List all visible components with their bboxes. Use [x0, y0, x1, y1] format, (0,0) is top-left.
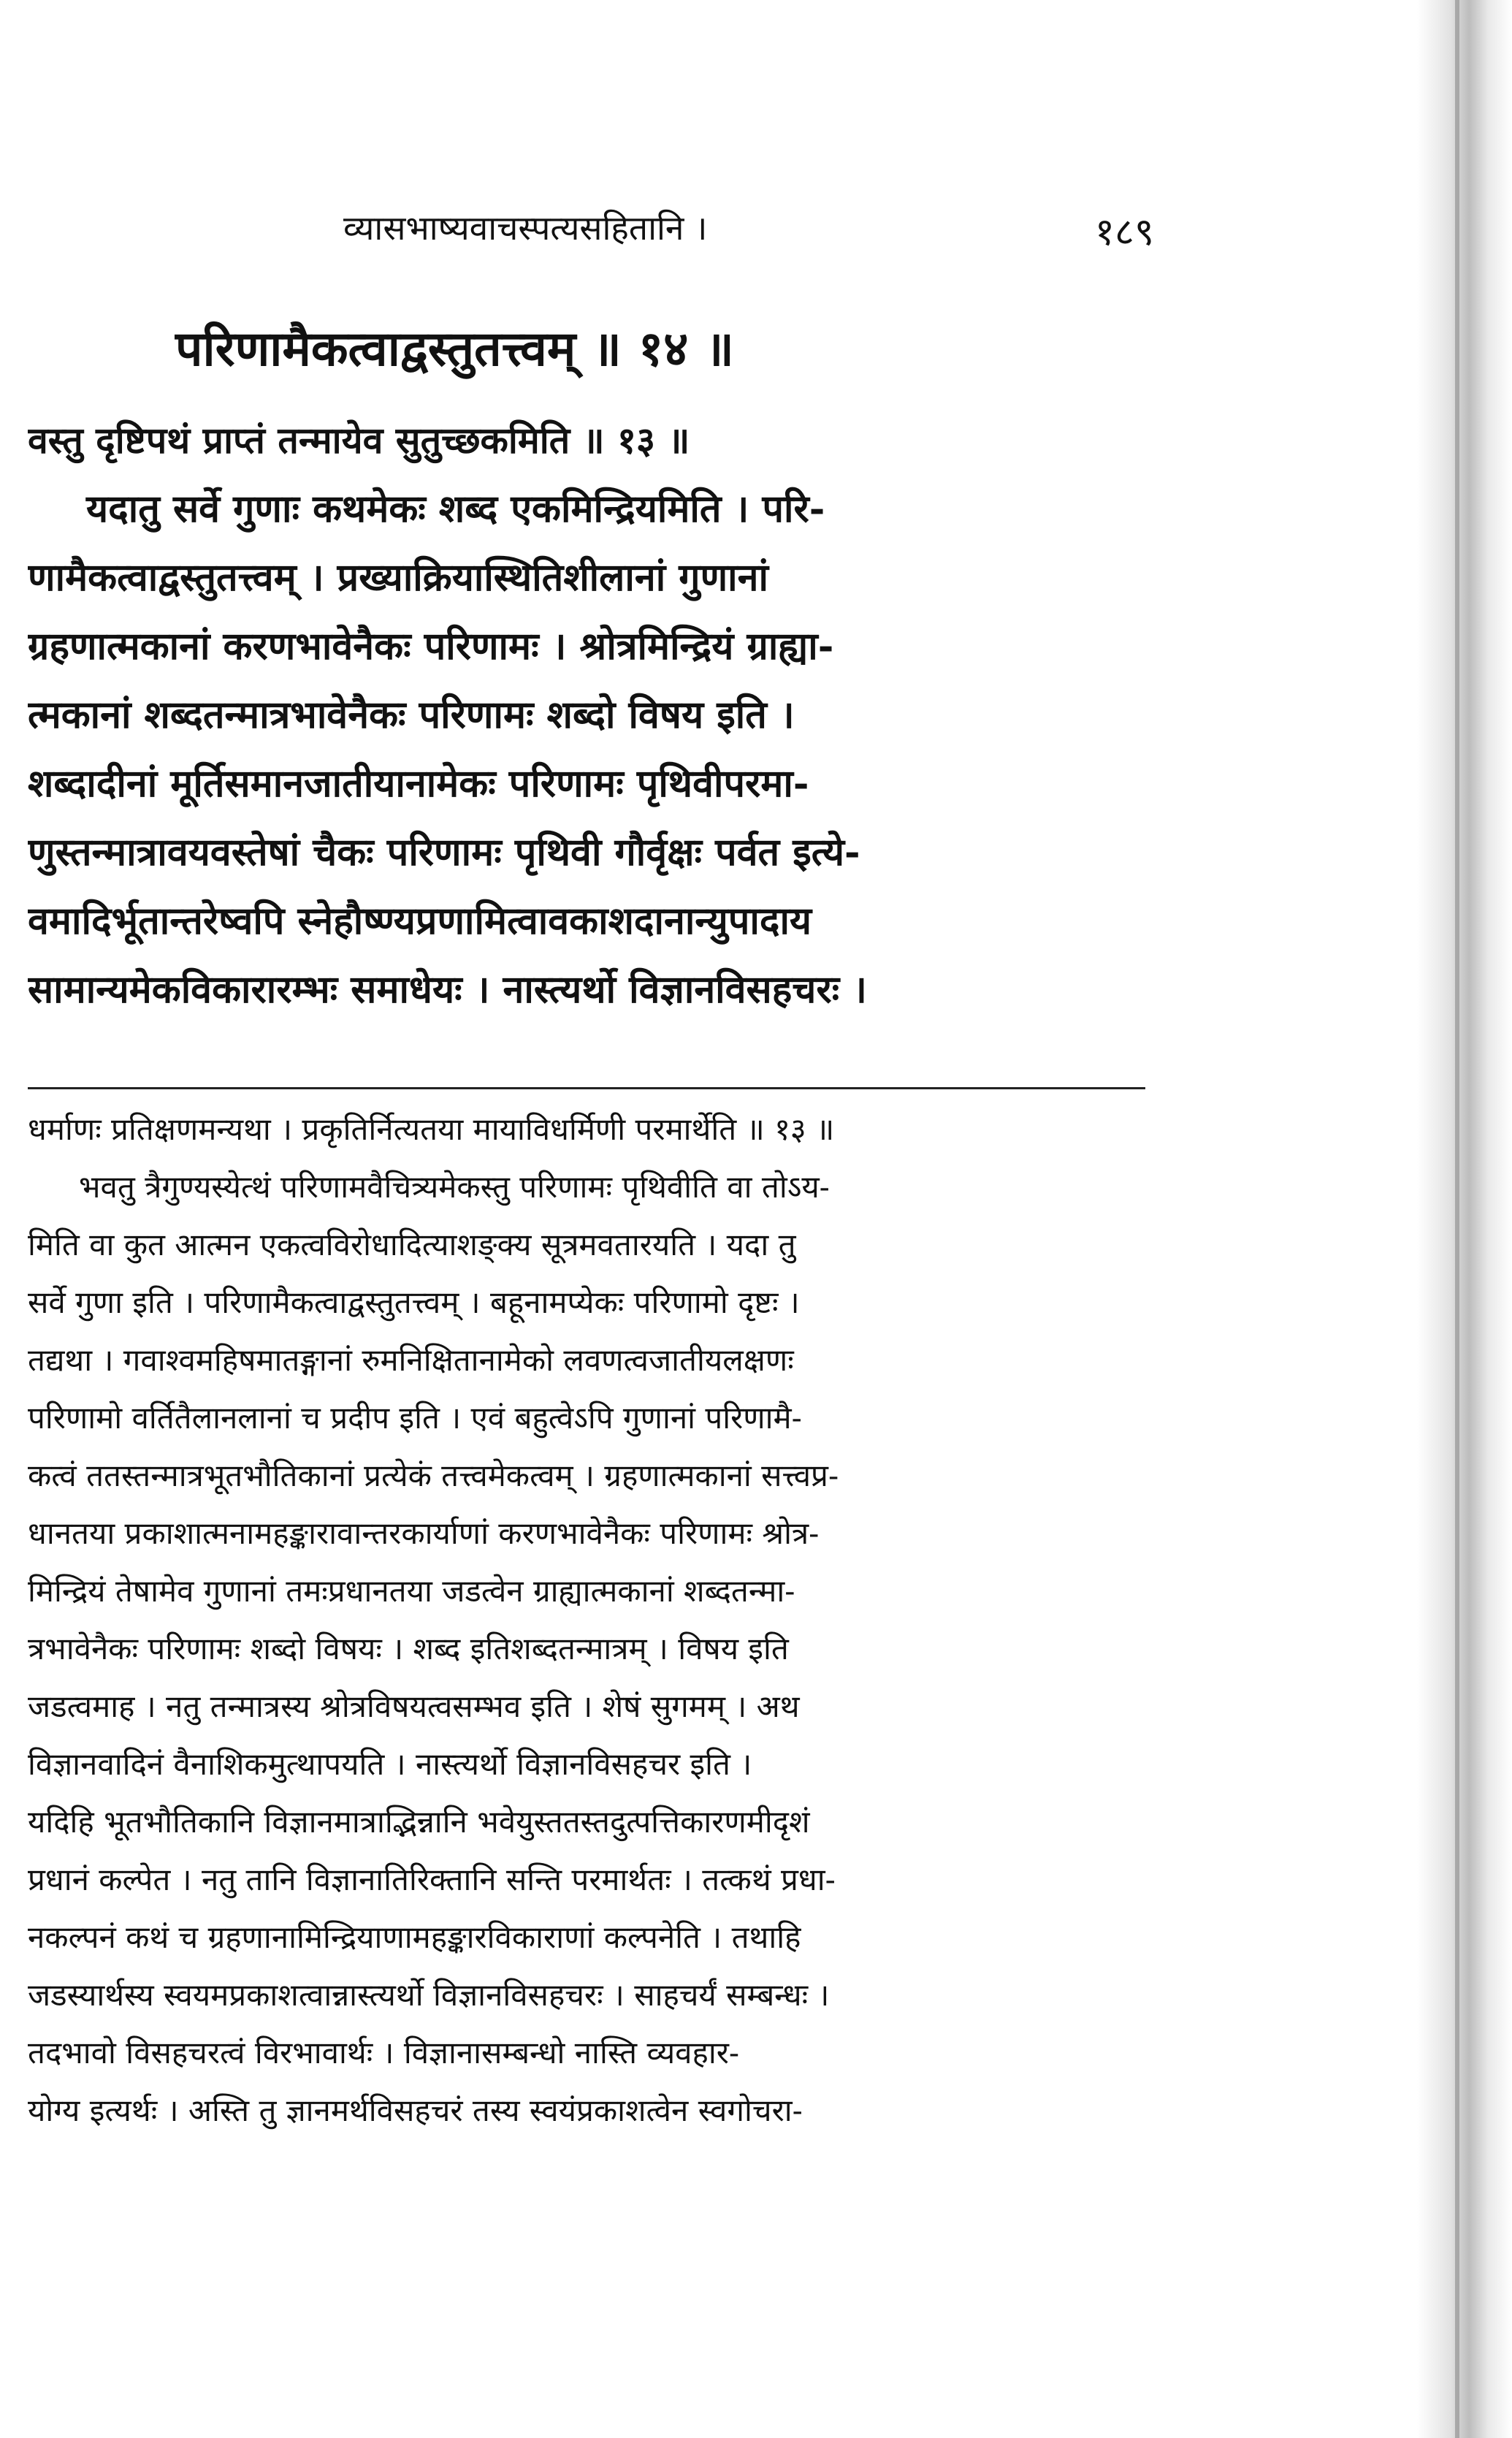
- text-line: तद्यथा । गवाश्वमहिषमातङ्गानां रुमनिक्षितानामेको लवणत्वजातीयलक्षणः: [28, 1342, 794, 1378]
- page-header: [343, 205, 1154, 270]
- text-line: परिणामो वर्तितैलानलानां च प्रदीप इति । एवं बहुत्वेऽपि गुणानां परिणामै-: [28, 1400, 802, 1436]
- bhashya-text: [28, 475, 1153, 1024]
- running-title: व्यासभाष्यवाचस्पत्यसहितानि ।: [343, 208, 708, 248]
- text-line: यदिहि भूतभौतिकानि विज्ञानमात्राद्भिन्नानि भवेयुस्ततस्तदुत्पत्तिकारणमीदृशं: [28, 1804, 810, 1840]
- text-line: णुस्तन्मात्रावयवस्तेषां चैकः परिणामः पृथिवी गौर्वृक्षः पर्वत इत्ये-: [28, 830, 860, 875]
- text-line: जडत्वमाह । नतु तन्मात्रस्य श्रोत्रविषयत्वसम्भव इति । शेषं सुगमम् । अथ: [28, 1688, 800, 1724]
- text-line: यदातु सर्वे गुणाः कथमेकः शब्द एकमिन्द्रियमिति । परि-: [86, 487, 825, 531]
- text-line: विज्ञानवादिनं वैनाशिकमुत्थापयति । नास्त्यर्थो विज्ञानविसहचर इति ।: [28, 1746, 752, 1782]
- text-line: वमादिर्भूतान्तरेष्वपि स्नेहौष्ण्यप्रणामित्वावकाशदानान्युपादाय: [28, 899, 812, 943]
- previous-sutra-ending: [28, 409, 1153, 472]
- scanned-page-edge: [1417, 0, 1512, 2438]
- section-divider: [28, 1087, 1145, 1089]
- text-line: तदभावो विसहचरत्वं विरभावार्थः । विज्ञानासम्बन्धो नास्ति व्यवहार-: [28, 2035, 740, 2071]
- text-line: त्मकानां शब्दतन्मात्रभावेनैकः परिणामः शब्दो विषय इति ।: [28, 693, 795, 737]
- text-line: सर्वे गुणा इति । परिणामैकत्वाद्वस्तुतत्त्वम् । बहूनामप्येकः परिणामो दृष्टः ।: [28, 1284, 800, 1320]
- text-line: प्रधानं कल्पेत । नतु तानि विज्ञानातिरिक्तानि सन्ति परमार्थतः । तत्कथं प्रधा-: [28, 1862, 836, 1897]
- text-line: जडस्यार्थस्य स्वयमप्रकाशत्वान्नास्त्यर्थो विज्ञानविसहचरः । साहचर्यं सम्बन्धः ।: [28, 1977, 830, 2013]
- page-number: १८९: [1094, 210, 1154, 254]
- commentary-text: [28, 1100, 1153, 2139]
- sutra-heading: परिणामैकत्वाद्वस्तुतत्त्वम् ॥ १४ ॥: [175, 320, 734, 377]
- text-line: धर्माणः प्रतिक्षणमन्यथा । प्रकृतिर्नित्यतया मायाविधर्मिणी परमार्थेति ॥ १३ ॥: [28, 1111, 835, 1147]
- text-line: योग्य इत्यर्थः । अस्ति तु ज्ञानमर्थविसहचरं तस्य स्वयंप्रकाशत्वेन स्वगोचरा-: [28, 2092, 803, 2128]
- text-line: त्रभावेनैकः परिणामः शब्दो विषयः । शब्द इतिशब्दतन्मात्रम् । विषय इति: [28, 1631, 789, 1666]
- text-line: वस्तु दृष्टिपथं प्राप्तं तन्मायेव सुतुच्छकमिति ॥ १३ ॥: [28, 419, 690, 462]
- text-line: मिति वा कुत आत्मन एकत्वविरोधादित्याशङ्क्य सूत्रमवतारयति । यदा तु: [28, 1227, 796, 1262]
- text-line: धानतया प्रकाशात्मनामहङ्कारावान्तरकार्याणां करणभावेनैकः परिणामः श्रोत्र-: [28, 1515, 820, 1551]
- text-line: शब्दादीनां मूर्तिसमानजातीयानामेकः परिणामः पृथिवीपरमा-: [28, 761, 809, 806]
- text-line: सामान्यमेकविकारारम्भः समाधेयः । नास्त्यर्थो विज्ञानविसहचरः ।: [28, 967, 867, 1012]
- text-line: कत्वं ततस्तन्मात्रभूतभौतिकानां प्रत्येकं तत्त्वमेकत्वम् । ग्रहणात्मकानां सत्त्वप्र-: [28, 1458, 839, 1493]
- text-line: णामैकत्वाद्वस्तुतत्त्वम् । प्रख्याक्रियास्थितिशीलानां गुणानां: [28, 555, 768, 600]
- text-line: मिन्द्रियं तेषामेव गुणानां तमःप्रधानतया जडत्वेन ग्राह्यात्मकानां शब्दतन्मा-: [28, 1573, 795, 1609]
- text-line: ग्रहणात्मकानां करणभावेनैकः परिणामः । श्रोत्रमिन्द्रियं ग्राह्या-: [28, 624, 834, 668]
- text-line: भवतु त्रैगुण्यस्येत्थं परिणामवैचित्र्यमेकस्तु परिणामः पृथिवीति वा तोऽय-: [79, 1169, 830, 1205]
- text-line: नकल्पनं कथं च ग्रहणानामिन्द्रियाणामहङ्कारविकाराणां कल्पनेति । तथाहि: [28, 1919, 801, 1955]
